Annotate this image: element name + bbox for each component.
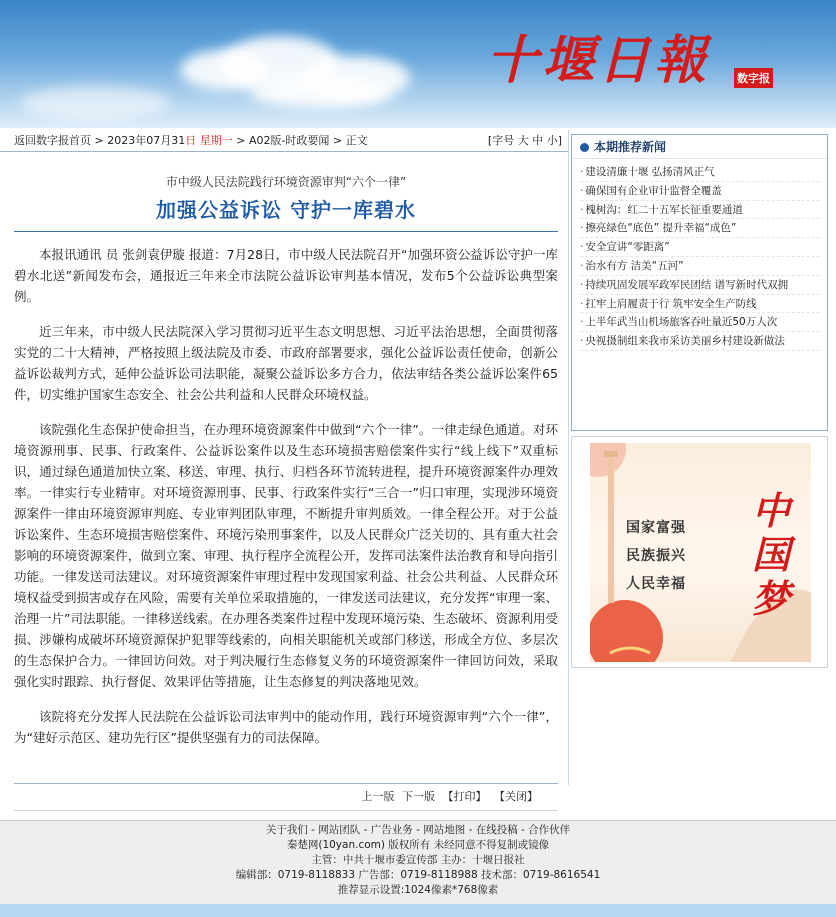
headline-divider	[14, 231, 558, 232]
recommended-news-list	[572, 159, 827, 351]
article-paragraph: 该院将充分发挥人民法院在公益诉讼司法审判中的能动作用，践行环境资源审判“六个一律”，为“建好示范区、建功先行区”提供坚强有力的司法保障。	[14, 709, 558, 745]
site-footer	[0, 820, 836, 904]
footer-copyright: 秦楚网(10yan.com) 版权所有 未经同意不得复制或镜像	[286, 839, 550, 851]
footer-links	[0, 823, 836, 838]
footer-bar	[0, 904, 836, 917]
news-list-item	[580, 257, 820, 276]
news-link[interactable]: 安全宣讲“零距离”	[585, 241, 670, 254]
news-list-item	[580, 313, 820, 332]
article-headline: 加强公益诉讼 守护一库碧水	[156, 198, 416, 222]
news-link[interactable]: 央视摄制组来我市采访美丽乡村建设新做法	[585, 335, 785, 348]
article	[14, 165, 558, 762]
news-list-item	[580, 332, 820, 351]
masthead-logo[interactable]	[486, 14, 786, 94]
recommended-news-title: 本期推荐新闻	[594, 140, 667, 154]
masthead-title: 十堰日報	[486, 30, 711, 91]
chinese-dream-calligraphy: 中国梦	[751, 488, 790, 621]
breadcrumb-date	[107, 134, 196, 147]
print-link[interactable]: 【打印】	[442, 790, 487, 803]
promo-banner[interactable]	[571, 436, 828, 668]
footer-link-separator: -	[360, 824, 371, 836]
next-page-link[interactable]: 下一版	[402, 790, 435, 803]
news-list-item	[580, 276, 820, 295]
news-list-item	[580, 163, 820, 182]
bullet-icon	[580, 143, 589, 152]
news-list-item	[580, 201, 820, 220]
footer-link-separator: -	[465, 824, 476, 836]
news-list-item	[580, 219, 820, 238]
footer-link-ads[interactable]: 广告业务	[370, 824, 413, 836]
breadcrumb-separator: >	[94, 134, 104, 147]
font-size-switcher[interactable]: [字号 大 中 小]	[487, 134, 562, 147]
breadcrumb-home-link[interactable]: 返回数字报首页	[14, 134, 91, 147]
footer-link-submit[interactable]: 在线投稿	[475, 824, 518, 836]
footer-contacts: 编辑部：0719-8118833 广告部：0719-8118988 技术部：0719-8616541	[235, 869, 601, 881]
breadcrumb-section-link[interactable]: A02版-时政要闻	[248, 134, 330, 147]
article-kicker: 市中级人民法院践行环境资源审判“六个一律”	[165, 175, 407, 189]
close-link[interactable]: 【关闭】	[494, 790, 538, 803]
breadcrumb-date-text: 2023年07月31	[107, 134, 186, 147]
article-paragraph: 近三年来，市中级人民法院深入学习贯彻习近平生态文明思想、习近平法治思想，全面贯彻落实党的二十大精神，严格按照上级法院及市委、市政府部署要求，强化公益诉讼责任使命，创新公益诉讼裁判方式，延伸公益诉讼司法职能，凝聚公益诉讼多方合力，依法审结各类公益诉讼案件65件，切实维护国家生态安全、社会公共利益和人民群众环境权益。	[14, 324, 558, 402]
news-link[interactable]: 擦亮绿色“底色” 提升幸福“成色”	[585, 222, 737, 235]
breadcrumb-date-day: 日	[185, 134, 197, 147]
breadcrumb	[0, 130, 568, 152]
news-link[interactable]: 治水有方 洁美“五河”	[585, 259, 684, 272]
news-link[interactable]: 上半年武当山机场旅客吞吐量近50万人次	[585, 316, 778, 329]
news-link[interactable]: 持续巩固发展军政军民团结 谱写新时代双拥	[585, 278, 789, 291]
promo-line: 人民幸福	[626, 576, 686, 592]
breadcrumb-separator: >	[236, 134, 246, 147]
article-nav	[14, 783, 558, 811]
news-list-item	[580, 182, 820, 201]
masthead-banner	[0, 0, 836, 128]
footer-sponsor: 主管：中共十堰市委宣传部 主办：十堰日报社	[311, 854, 525, 866]
news-link[interactable]: 确保国有企业审计监督全覆盖	[585, 184, 722, 197]
column-divider	[568, 130, 569, 785]
article-body	[14, 244, 558, 748]
news-list-item	[580, 295, 820, 314]
footer-link-sitemap[interactable]: 网站地图	[423, 824, 466, 836]
recommended-news-header	[572, 135, 827, 159]
breadcrumb-current: 正文	[345, 134, 368, 147]
footer-link-team[interactable]: 网站团队	[318, 824, 361, 836]
news-list-item	[580, 238, 820, 257]
news-link[interactable]: 槐树沟：红二十五军长征重要通道	[585, 203, 743, 216]
footer-link-partners[interactable]: 合作伙伴	[528, 824, 571, 836]
digital-edition-badge: 数字报	[734, 68, 773, 88]
news-link[interactable]: 扛牢上肩履责于行 筑牢安全生产防线	[585, 297, 757, 310]
breadcrumb-separator: >	[332, 134, 343, 147]
article-paragraph: 该院强化生态保护使命担当，在办理环境资源案件中做到“六个一律”。一律走绿色通道。对环境资源刑事、民事、行政案件、公益诉讼案件以及生态环境损害赔偿案件实行“线上线下”双重标识，通过绿色通道加快立案、移送、审理、执行、归档各环节流转进程，提升环境资源案件办理效率。一律实行专业精审。对环境资源刑事、民事、行政案件实行“三合一”归口审理，实现涉环境资源案件一律由环境资源审判庭、专业审判团队审理，不断提升审判质效。一律全程公开。对于公益诉讼案件、生态环境损害赔偿案件、环境污染刑事案件，以及人民群众广泛关切的、具有重大社会影响的环境资源案件，做到立案、审理、执行程序全流程公开，发挥司法案件法治教育和导向指引功能。一律发送司法建议。对环境资源案件审理过程中发现国家利益、社会公共利益、人民群众环境权益受到损害或存在风险，需要有关单位采取措施的，一律发送司法建议，充分发挥“审理一案、治理一片”司法职能。一律移送线索。在办理各类案件过程中发现环境污染、生态破坏、资源利用受损、涉嫌构成破坏环境资源保护犯罪等线索的，向相关职能机关或部门移送，形成全方位、多层次的生态保护合力。一律回访问效。对于判决履行生态修复义务的环境资源案件一律回访问效，采取强化实时跟踪、执行督促、效果评估等措施，让生态修复的判决落地见效。	[14, 422, 558, 689]
footer-link-separator: -	[307, 824, 319, 836]
recommended-news-panel	[571, 134, 828, 431]
promo-line: 国家富强	[626, 520, 686, 536]
footer-link-separator: -	[412, 824, 424, 836]
promo-line: 民族振兴	[626, 548, 686, 564]
footer-link-about[interactable]: 关于我们	[265, 824, 308, 836]
article-paragraph: 本报讯通讯 员 张剑袁伊璇 报道：7月28日，市中级人民法院召开“加强环资公益诉讼守护一库碧水北送”新闻发布会，通报近三年来全市法院公益诉讼审判基本情况，发布5个公益诉讼典型案例。	[14, 247, 558, 304]
chinese-dream-poster	[590, 443, 811, 662]
prev-page-link[interactable]: 上一版	[361, 790, 395, 803]
footer-display-hint: 推荐显示设置:1024像素*768像素	[337, 884, 499, 896]
breadcrumb-weekday: 星期一	[199, 134, 233, 147]
news-link[interactable]: 建设清廉十堰 弘扬清风正气	[585, 166, 715, 178]
footer-link-separator: -	[517, 824, 529, 836]
